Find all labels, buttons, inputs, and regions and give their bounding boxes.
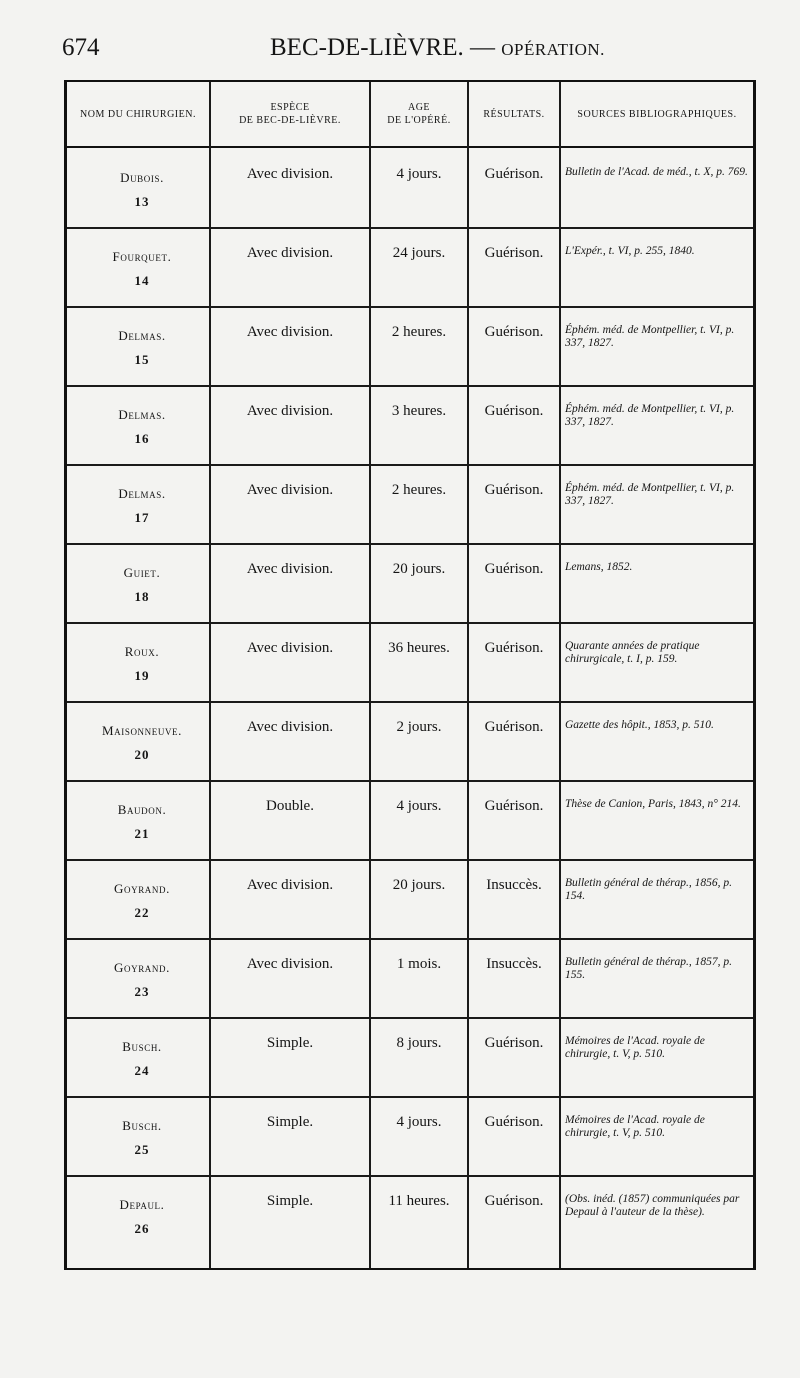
- lip-species: Avec division.: [246, 877, 334, 893]
- bibliographic-source: Gazette des hôpit., 1853, p. 510.: [565, 719, 714, 731]
- surgeon-name: Busch.: [122, 1039, 162, 1054]
- column-header-species-line1: ESPÈCE: [270, 102, 310, 113]
- table-row: [67, 782, 753, 861]
- result: Guérison.: [484, 640, 544, 656]
- surgeon-name: Goyrand.: [114, 960, 170, 975]
- table-row: [67, 387, 753, 466]
- result: Guérison.: [484, 482, 544, 498]
- patient-age: 2 heures.: [391, 482, 447, 498]
- patient-age: 20 jours.: [392, 561, 446, 577]
- surgeon-name: Roux.: [124, 644, 160, 659]
- result: Insuccès.: [486, 877, 542, 893]
- patient-age: 1 mois.: [396, 956, 442, 972]
- lip-species: Avec division.: [246, 403, 334, 419]
- running-title-sub: OPÉRATION.: [501, 40, 605, 59]
- result: Guérison.: [484, 1193, 544, 1209]
- column-header-sources: [561, 82, 753, 146]
- bibliographic-source: Bulletin de l'Acad. de méd., t. X, p. 769.: [565, 166, 748, 178]
- table-row: [67, 1098, 753, 1177]
- bibliographic-source: Bulletin général de thérap., 1856, p. 154.: [565, 877, 733, 902]
- lip-species: Avec division.: [246, 640, 334, 656]
- table-row: [67, 229, 753, 308]
- surgeon-name: Busch.: [122, 1118, 162, 1133]
- result: Guérison.: [484, 403, 544, 419]
- surgeon-name: Baudon.: [117, 802, 167, 817]
- lip-species: Avec division.: [246, 719, 334, 735]
- case-number: 26: [134, 1221, 150, 1236]
- result: Guérison.: [484, 798, 544, 814]
- surgeon-name: Delmas.: [118, 407, 166, 422]
- case-number: 17: [134, 510, 150, 525]
- case-number: 14: [134, 273, 150, 288]
- surgeon-name: Dubois.: [120, 170, 164, 185]
- bibliographic-source: Mémoires de l'Acad. royale de chirurgie, t. V, p. 510.: [565, 1114, 705, 1139]
- bibliographic-source: Éphém. méd. de Montpellier, t. VI, p. 337, 1827.: [565, 482, 735, 507]
- case-number: 23: [134, 984, 150, 999]
- patient-age: 2 jours.: [396, 719, 442, 735]
- column-header-age-line2: DE L'OPÉRÉ.: [387, 115, 451, 126]
- bibliographic-source: Éphém. méd. de Montpellier, t. VI, p. 337, 1827.: [565, 324, 735, 349]
- lip-species: Avec division.: [246, 166, 334, 182]
- surgeon-name: Delmas.: [118, 328, 166, 343]
- bibliographic-source: Quarante années de pratique chirurgicale, t. I, p. 159.: [565, 640, 700, 665]
- surgeon-name: Guiet.: [123, 565, 161, 580]
- table-row: [67, 545, 753, 624]
- bibliographic-source: Thèse de Canion, Paris, 1843, n° 214.: [565, 798, 741, 810]
- lip-species: Simple.: [266, 1035, 314, 1051]
- patient-age: 3 heures.: [391, 403, 447, 419]
- patient-age: 24 jours.: [392, 245, 446, 261]
- header-rule: [67, 146, 753, 148]
- table-row: [67, 624, 753, 703]
- patient-age: 4 jours.: [396, 1114, 442, 1130]
- page-header: [62, 34, 752, 68]
- bibliographic-source: Bulletin général de thérap., 1857, p. 155.: [565, 956, 733, 981]
- patient-age: 4 jours.: [396, 166, 442, 182]
- lip-species: Avec division.: [246, 956, 334, 972]
- patient-age: 36 heures.: [388, 640, 450, 656]
- table-row: [67, 1019, 753, 1098]
- lip-species: Avec division.: [246, 482, 334, 498]
- table-row: [67, 466, 753, 545]
- column-header-results: [469, 82, 559, 146]
- case-number: 25: [134, 1142, 150, 1157]
- bibliographic-source: Mémoires de l'Acad. royale de chirurgie, t. V, p. 510.: [565, 1035, 705, 1060]
- surgeon-name: Maisonneuve.: [101, 723, 182, 738]
- lip-species: Avec division.: [246, 245, 334, 261]
- table-row: [67, 308, 753, 387]
- patient-age: 11 heures.: [388, 1193, 450, 1209]
- bibliographic-source: Lemans, 1852.: [565, 561, 633, 573]
- page-number: 674: [62, 34, 100, 61]
- result: Guérison.: [484, 719, 544, 735]
- table-row: [67, 150, 753, 229]
- lip-species: Double.: [266, 798, 314, 814]
- case-number: 21: [134, 826, 150, 841]
- cases-table: [64, 80, 756, 1270]
- result: Guérison.: [484, 245, 544, 261]
- patient-age: 8 jours.: [396, 1035, 442, 1051]
- lip-species: Simple.: [266, 1193, 314, 1209]
- case-number: 22: [134, 905, 150, 920]
- column-header-surgeon-label: NOM DU CHIRURGIEN.: [80, 108, 196, 120]
- column-header-species-line2: DE BEC-DE-LIÈVRE.: [239, 115, 341, 126]
- table-row: [67, 861, 753, 940]
- result: Guérison.: [484, 166, 544, 182]
- lip-species: Avec division.: [246, 561, 334, 577]
- case-number: 13: [134, 194, 150, 209]
- lip-species: Simple.: [266, 1114, 314, 1130]
- surgeon-name: Goyrand.: [114, 881, 170, 896]
- column-header-species: [211, 82, 369, 146]
- bibliographic-source: (Obs. inéd. (1857) communiquées par Depaul à l'auteur de la thèse).: [565, 1193, 740, 1218]
- case-number: 15: [134, 352, 150, 367]
- case-number: 18: [134, 589, 150, 604]
- table-row: [67, 703, 753, 782]
- case-number: 16: [134, 431, 150, 446]
- surgeon-name: Fourquet.: [112, 249, 172, 264]
- result: Guérison.: [484, 324, 544, 340]
- result: Insuccès.: [486, 956, 542, 972]
- result: Guérison.: [484, 1114, 544, 1130]
- column-header-age-line1: AGE: [407, 102, 431, 113]
- column-header-results-label: RÉSULTATS.: [483, 108, 545, 120]
- bibliographic-source: L'Expér., t. VI, p. 255, 1840.: [565, 245, 695, 257]
- surgeon-name: Delmas.: [118, 486, 166, 501]
- table-row: [67, 1177, 753, 1256]
- column-header-sources-label: SOURCES BIBLIOGRAPHIQUES.: [577, 108, 737, 120]
- result: Guérison.: [484, 561, 544, 577]
- patient-age: 2 heures.: [391, 324, 447, 340]
- running-title: [270, 34, 605, 62]
- surgeon-name: Depaul.: [119, 1197, 165, 1212]
- column-header-surgeon: [67, 82, 209, 146]
- bibliographic-source: Éphém. méd. de Montpellier, t. VI, p. 337, 1827.: [565, 403, 735, 428]
- case-number: 20: [134, 747, 150, 762]
- result: Guérison.: [484, 1035, 544, 1051]
- column-header-age: [371, 82, 467, 146]
- case-number: 19: [134, 668, 150, 683]
- lip-species: Avec division.: [246, 324, 334, 340]
- patient-age: 4 jours.: [396, 798, 442, 814]
- case-number: 24: [134, 1063, 150, 1078]
- running-title-main: BEC-DE-LIÈVRE. —: [270, 34, 495, 61]
- table-row: [67, 940, 753, 1019]
- patient-age: 20 jours.: [392, 877, 446, 893]
